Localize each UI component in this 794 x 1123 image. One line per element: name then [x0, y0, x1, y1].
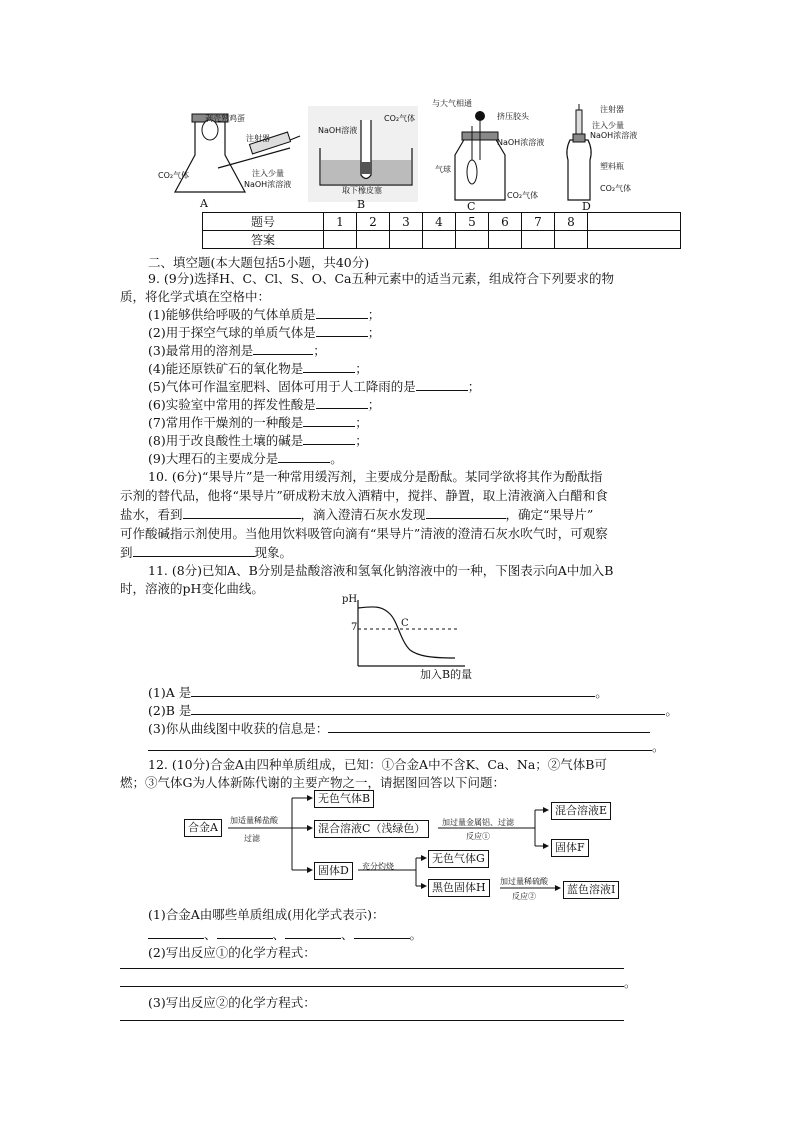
reagent-al: 加过量金属铝、过滤: [442, 818, 514, 827]
node-alloy-a: 合金A: [184, 819, 222, 837]
q12-q1-blanks: [148, 926, 422, 943]
table-cell-number: 7: [522, 213, 555, 231]
answer-blank[interactable]: [303, 360, 355, 373]
answer-cell[interactable]: [456, 231, 489, 249]
node-solid-d: 固体D: [314, 862, 353, 880]
table-cell-empty: [588, 213, 681, 231]
graph-mark-7: 7: [351, 622, 358, 633]
q10-line-1: 10. (6分)“果导片”是一种常用缓泻剂，主要成分是酚酞。某同学欲将其作为酚酞指: [148, 469, 603, 484]
table-head-number: 题号: [203, 213, 324, 231]
reagent-h2so4: 加过量稀硫酸: [500, 877, 548, 886]
answer-blank[interactable]: [303, 432, 355, 445]
q11-text: (3)你从曲线图中收获的信息是：: [148, 721, 329, 736]
answer-blank[interactable]: [426, 506, 506, 519]
reaction-1-label: 反应①: [466, 832, 490, 841]
answer-blank[interactable]: [285, 926, 341, 939]
q11-a3-cont: [148, 738, 665, 755]
q10-text: ，确定“果导片”: [505, 507, 594, 522]
q10-line-4: 可作酸碱指示剂使用。当他用饮料吸管向滴有“果导片”清液的澄清石灰水吹气时，可观察: [120, 526, 608, 541]
node-solid-h: 黑色固体H: [428, 879, 490, 897]
q9-item-end: 。: [330, 451, 343, 466]
answer-cell[interactable]: [555, 231, 588, 249]
answer-line[interactable]: [120, 1020, 624, 1021]
q11-a3: [148, 720, 650, 737]
q9-item-end: ；: [355, 361, 368, 376]
q11-text: (2)B 是: [148, 703, 192, 718]
answer-blank[interactable]: [316, 306, 368, 319]
q9-item: [148, 414, 368, 431]
q9-item-text: (2)用于探空气球的单质气体是: [148, 325, 316, 340]
q12-q1: (1)合金A由哪些单质组成(用化学式表示)：: [148, 907, 385, 922]
ph-curve-drawing: [340, 596, 470, 671]
q10-text: 到: [120, 545, 133, 560]
answer-blank[interactable]: [278, 450, 330, 463]
table-cell-number: 1: [324, 213, 357, 231]
answer-line[interactable]: [120, 968, 624, 969]
answer-blank[interactable]: [253, 342, 313, 355]
answer-blank[interactable]: [183, 506, 301, 519]
node-gas-g: 无色气体G: [428, 850, 489, 868]
answer-cell[interactable]: [357, 231, 390, 249]
answer-cell[interactable]: [423, 231, 456, 249]
letter-b: B: [357, 198, 366, 211]
answer-cell[interactable]: [390, 231, 423, 249]
label-a-syringe: 注射器: [246, 134, 270, 143]
q9-item: [148, 378, 480, 395]
answer-cell[interactable]: [324, 231, 357, 249]
table-head-answer: 答案: [203, 231, 324, 249]
answer-blank[interactable]: [328, 720, 650, 733]
table-cell-number: 3: [390, 213, 423, 231]
label-a-inject: 注入少量: [252, 169, 284, 178]
q9-item-text: (6)实验室中常用的挥发性酸是: [148, 397, 316, 412]
q10-text: ，滴入澄清石灰水发现: [300, 507, 426, 522]
q10-text: 现象。: [254, 545, 293, 560]
label-c-co2: CO₂气体: [507, 191, 539, 200]
letter-c: C: [467, 200, 476, 213]
separator: 、: [272, 927, 286, 942]
section-heading: 二、填空题(本大题包括5小题，共40分): [148, 255, 370, 270]
q11-a1: [148, 684, 608, 701]
table-cell-number: 2: [357, 213, 390, 231]
q12-q2-line2: [120, 974, 637, 991]
q9-item-end: ；: [313, 343, 326, 358]
q12-q1-end: 。: [409, 927, 423, 942]
label-c-balloon: 气球: [435, 165, 451, 174]
label-b-remove: 取下橡皮塞: [342, 186, 382, 195]
answer-blank[interactable]: [217, 926, 273, 939]
q11-line-1: 11. (8分)已知A、B分别是盐酸溶液和氢氧化钠溶液中的一种，下图表示向A中加入B: [148, 563, 614, 578]
label-d-inject: 注入少量: [592, 121, 624, 130]
reaction-2-label: 反应②: [512, 892, 536, 901]
q9-item: [148, 342, 326, 359]
graph-point-c: C: [401, 618, 409, 629]
q11-line-2: 时，溶液的pH变化曲线。: [120, 581, 264, 596]
table-cell-number: 5: [456, 213, 489, 231]
label-a-egg: 剥壳熟鸡蛋: [205, 114, 245, 123]
table-cell-number: 6: [489, 213, 522, 231]
label-d-naoh: NaOH浓溶液: [590, 131, 638, 140]
q9-item-end: ；: [355, 415, 368, 430]
answer-blank[interactable]: [191, 684, 595, 697]
label-c-atm: 与大气相通: [432, 99, 472, 108]
node-solution-c: 混合溶液C（浅绿色）: [314, 820, 429, 838]
node-solution-e: 混合溶液E: [551, 802, 611, 820]
answer-blank[interactable]: [416, 378, 468, 391]
q9-item: [148, 396, 380, 413]
node-gas-b: 无色气体B: [314, 790, 374, 808]
q11-a2: [148, 702, 678, 719]
answer-cell[interactable]: [489, 231, 522, 249]
q9-item-end: ；: [367, 397, 381, 412]
answer-blank[interactable]: [148, 926, 204, 939]
q12-q3: (3)写出反应②的化学方程式：: [148, 995, 316, 1010]
q10-line-5: [120, 544, 292, 561]
label-a-co2: CO₂气体: [158, 171, 190, 180]
q9-intro-1: 9. (9分)选择H、C、Cl、S、O、Ca五种元素中的适当元素，组成符合下列要求的物: [148, 271, 614, 286]
label-c-naoh: NaOH浓溶液: [497, 138, 545, 147]
table-cell-number: 4: [423, 213, 456, 231]
q12-line-1: 12. (10分)合金A由四种单质组成，已知：①合金A中不含K、Ca、Na；②气体B可: [148, 757, 607, 772]
q12-q2: (2)写出反应①的化学方程式：: [148, 945, 316, 960]
reagent-filter: 过滤: [244, 834, 260, 843]
q9-intro-2: 质，将化学式填在空格中：: [120, 289, 271, 304]
q9-item-text: (4)能还原铁矿石的氧化物是: [148, 361, 304, 376]
label-d-co2: CO₂气体: [600, 184, 632, 193]
separator: 、: [204, 927, 217, 942]
q11-end: 。: [665, 703, 678, 718]
q11-text: (1)A 是: [148, 685, 192, 700]
label-b-naoh: NaOH溶液: [318, 126, 358, 135]
answer-blank[interactable]: [316, 324, 368, 337]
reagent-burn: 充分灼烧: [362, 862, 394, 871]
answer-blank[interactable]: [133, 544, 255, 557]
node-solution-i: 蓝色溶液I: [563, 881, 619, 899]
q9-item-end: ；: [367, 307, 381, 322]
answer-table: [202, 212, 681, 249]
label-c-squeeze: 挤压胶头: [497, 112, 529, 121]
answer-blank[interactable]: [120, 974, 624, 987]
q12-q2-end: 。: [624, 975, 637, 990]
answer-blank[interactable]: [191, 702, 665, 715]
answer-cell[interactable]: [588, 231, 681, 249]
label-d-syringe: 注射器: [600, 105, 624, 114]
q9-item-end: ；: [467, 379, 481, 394]
label-d-bottle: 塑料瓶: [600, 162, 624, 171]
q9-item-end: ；: [367, 325, 381, 340]
label-b-co2: CO₂气体: [384, 114, 416, 123]
reagent-hcl: 加适量稀盐酸: [230, 816, 278, 825]
q9-item: [148, 432, 368, 449]
graph-y-label: pH: [342, 594, 358, 605]
graph-x-label: 加入B的量: [420, 668, 473, 681]
letter-a: A: [200, 197, 208, 210]
table-cell-number: 8: [555, 213, 588, 231]
q9-item-text: (7)常用作干燥剂的一种酸是: [148, 415, 304, 430]
label-a-naoh: NaOH浓溶液: [244, 180, 292, 189]
q9-item-end: ；: [355, 433, 368, 448]
q9-item-text: (9)大理石的主要成分是: [148, 451, 279, 466]
q10-line-2: 示剂的替代品，他将“果导片”研成粉末放入酒精中，搅拌、静置，取上清液滴入白醋和食: [120, 488, 608, 503]
q11-end: 。: [652, 739, 665, 754]
q9-item-text: (1)能够供给呼吸的气体单质是: [148, 307, 316, 322]
q11-end: 。: [595, 685, 608, 700]
answer-blank[interactable]: [303, 414, 355, 427]
q9-item-text: (3)最常用的溶剂是: [148, 343, 254, 358]
q10-line-3: [120, 506, 593, 523]
q9-item-text: (5)气体可作温室肥料、固体可用于人工降雨的是: [148, 379, 416, 394]
answer-blank[interactable]: [148, 738, 652, 751]
q9-item: [148, 450, 343, 467]
q9-item: [148, 360, 368, 377]
q10-text: 盐水，看到: [120, 507, 183, 522]
q9-item-text: (8)用于改良酸性土壤的碱是: [148, 433, 304, 448]
letter-d: D: [582, 200, 591, 213]
separator: 、: [341, 927, 354, 942]
node-solid-f: 固体F: [551, 839, 589, 857]
q9-item: [148, 306, 380, 323]
answer-blank[interactable]: [316, 396, 368, 409]
answer-blank[interactable]: [354, 926, 410, 939]
answer-cell[interactable]: [522, 231, 555, 249]
q9-item: [148, 324, 380, 341]
q12-line-2: 燃；③气体G为人体新陈代谢的主要产物之一，请据图回答以下问题：: [120, 775, 505, 790]
